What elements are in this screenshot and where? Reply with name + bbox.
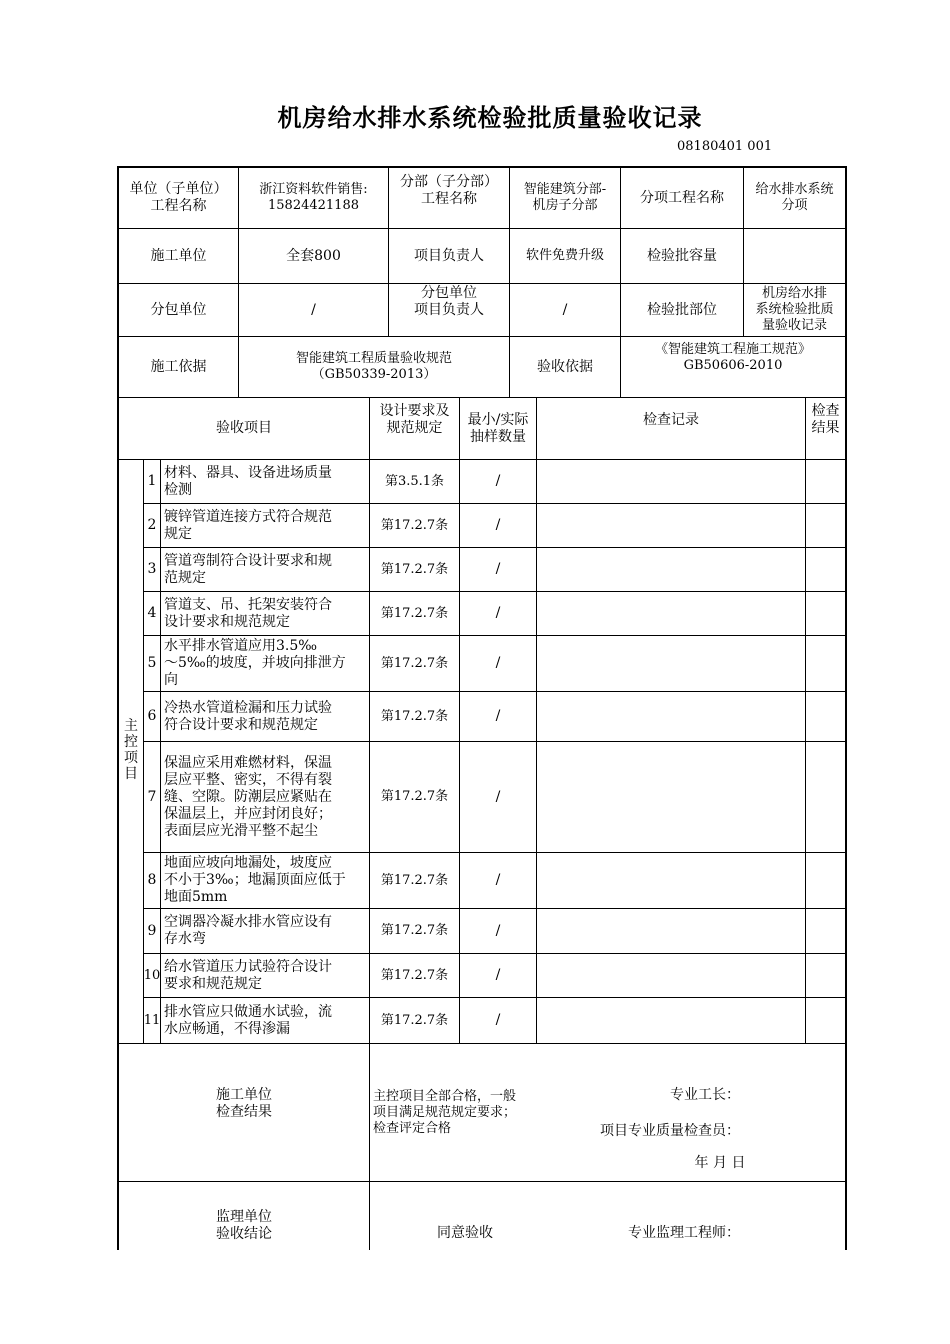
item-no: 4: [147, 605, 157, 621]
item-text: 空调器冷凝水排水管应设有 存水弯: [164, 914, 332, 947]
manager-label: 项目负责人: [414, 247, 484, 264]
basis-value: 智能建筑工程质量验收规范 （GB50339-2013）: [295, 351, 452, 382]
page-title: 机房给水排水系统检验批质量验收记录: [277, 104, 703, 132]
item-no: 6: [147, 708, 157, 724]
item-spec: 第17.2.7条: [380, 872, 449, 888]
item-no: 7: [147, 788, 157, 805]
col-result: 检查 结果: [811, 403, 840, 436]
item-sample: /: [495, 872, 501, 888]
item-no: 1: [147, 473, 157, 489]
item-spec: 第17.2.7条: [380, 605, 449, 621]
item-no: 10: [144, 967, 160, 983]
item-sample: /: [495, 967, 501, 983]
item-spec: 第17.2.7条: [380, 789, 449, 804]
grid-line: [805, 397, 806, 1043]
item-no: 5: [147, 655, 157, 671]
item-sample: /: [495, 605, 501, 621]
unit-label: 单位（子单位） 工程名称: [129, 181, 228, 214]
item-no: 3: [147, 561, 157, 577]
sub-manager-label: 分包单位 项目负责人: [414, 285, 484, 318]
item-no: 8: [147, 872, 157, 888]
capacity-label: 检验批容量: [647, 247, 717, 264]
construction-check-text: 主控项目全部合格，一般 项目满足规范规定要求； 检查评定合格: [373, 1089, 517, 1136]
capacity-value: [744, 229, 845, 283]
item-sample: /: [495, 708, 501, 724]
item-text: 冷热水管道检漏和压力试验 符合设计要求和规范规定: [164, 699, 332, 733]
item-text: 管道弯制符合设计要求和规 范规定: [164, 552, 332, 586]
inspector-label: 项目专业质量检查员：: [600, 1122, 740, 1139]
item-sample: /: [495, 922, 501, 939]
col-item: 验收项目: [216, 420, 272, 436]
item-spec: 第3.5.1条: [384, 473, 445, 489]
item-no: 11: [144, 1012, 160, 1028]
accept-basis-value: 《智能建筑工程施工规范》 GB50606-2010: [654, 342, 811, 373]
grid-line: [369, 1043, 370, 1250]
location-value: 机房给水排 系统检验批质 量验收记录: [755, 286, 834, 333]
item-sample: /: [495, 1012, 501, 1028]
item-spec: 第17.2.7条: [380, 517, 449, 533]
item-sample: /: [495, 788, 501, 805]
construction-value: 全套800: [286, 247, 341, 264]
construction-check-label: 施工单位 检查结果: [216, 1087, 272, 1120]
item-spec: 第17.2.7条: [380, 923, 449, 938]
main-control-label: 主 控 项 目: [124, 718, 138, 782]
item-text: 材料、器具、设备进场质量 检测: [164, 464, 332, 498]
supervision-label: 监理单位 验收结论: [216, 1209, 272, 1242]
unit-value: 浙江资料软件销售: 15824421188: [259, 182, 368, 213]
sub-value: /: [311, 301, 316, 318]
sub-manager-value: /: [562, 301, 568, 318]
col-design: 设计要求及 规范规定: [379, 403, 450, 436]
item-spec: 第17.2.7条: [380, 708, 449, 724]
division-label: 分部（子分部） 工程名称: [400, 173, 498, 207]
col-sample: 最小/实际 抽样数量: [467, 411, 529, 445]
accept-basis-label: 验收依据: [537, 358, 593, 375]
foreman-label: 专业工长：: [670, 1086, 740, 1103]
item-spec: 第17.2.7条: [380, 561, 449, 577]
item-sample: /: [495, 561, 501, 577]
document-code: 08180401 001: [677, 139, 773, 154]
item-spec: 第17.2.7条: [380, 1012, 449, 1028]
grid-line: [117, 1043, 847, 1044]
item-text: 保温应采用难燃材料，保温 层应平整、密实，不得有裂 缝、空隙。防潮层应紧贴在 保温层上，并应封闭良好； 表面层应光滑平整不起尘: [164, 754, 332, 839]
item-text: 水平排水管道应用3.5‰ ～5‰的坡度，并坡向排泄方 向: [164, 638, 346, 688]
subitem-label: 分项工程名称: [640, 189, 724, 206]
item-text: 管道支、吊、托架安装符合 设计要求和规范规定: [164, 596, 332, 630]
sub-label: 分包单位: [150, 301, 207, 318]
item-sample: /: [495, 655, 501, 671]
item-text: 排水管应只做通水试验，流 水应畅通，不得渗漏: [164, 1003, 332, 1037]
division-value: 智能建筑分部- 机房子分部: [523, 182, 607, 213]
manager-value: 软件免费升级: [525, 248, 604, 263]
item-sample: /: [495, 473, 501, 489]
supervision-text: 同意验收: [437, 1224, 493, 1241]
item-spec: 第17.2.7条: [380, 967, 449, 983]
table-border-right: [845, 166, 847, 1250]
construction-date: 年 月 日: [694, 1154, 746, 1171]
basis-label: 施工依据: [150, 358, 207, 375]
col-record: 检查记录: [643, 411, 699, 428]
item-text: 镀锌管道连接方式符合规范 规定: [164, 508, 332, 542]
item-sample: /: [495, 517, 501, 533]
grid-line: [117, 1181, 847, 1182]
item-no: 2: [147, 517, 157, 533]
item-no: 9: [147, 922, 157, 939]
item-text: 给水管道压力试验符合设计 要求和规范规定: [164, 958, 332, 992]
item-spec: 第17.2.7条: [380, 655, 449, 671]
item-text: 地面应坡向地漏处，坡度应 不小于3‰；地漏顶面应低于 地面5mm: [164, 855, 346, 905]
supervision-engineer-label: 专业监理工程师：: [628, 1224, 740, 1241]
construction-label: 施工单位: [150, 247, 207, 264]
subitem-value: 给水排水系统 分项: [755, 182, 834, 213]
location-label: 检验批部位: [647, 301, 717, 318]
grid-line: [536, 397, 537, 1043]
